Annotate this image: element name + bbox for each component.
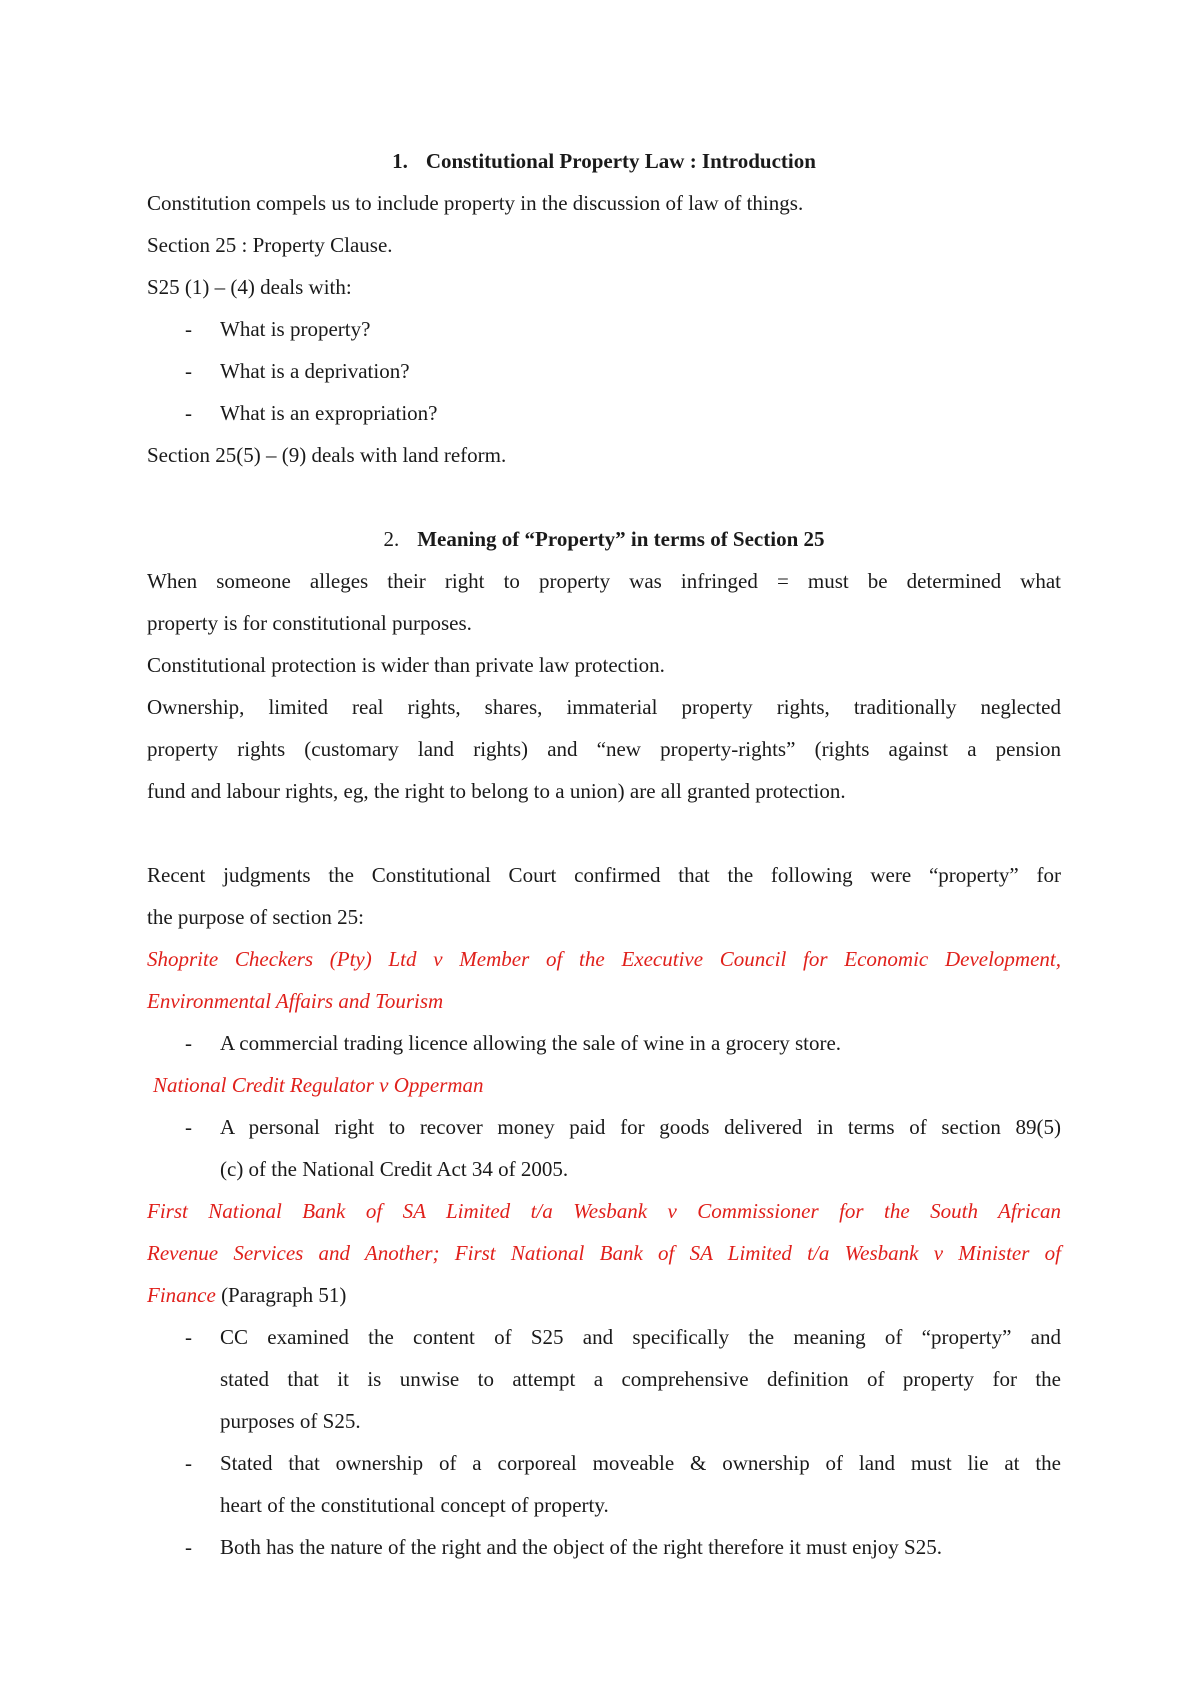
paragraph-line: Constitution compels us to include property in the discussion of law of things. [147,191,804,215]
paragraph-line: fund and labour rights, eg, the right to belong to a union) are all granted protection. [147,779,846,803]
bullet-text: CC examined the content of S25 and specifically the meaning of “property” and [220,1325,1061,1349]
case-name-line: Shoprite Checkers (Pty) Ltd v Member of the Executive Council for Economic Development, [147,947,1061,971]
bullet-text: A personal right to recover money paid for goods delivered in terms of section 89(5) [220,1115,1061,1139]
case-name-last-line [147,1274,1061,1316]
case-name-line: Finance [147,1283,216,1307]
section-2-number: 2. [383,527,400,551]
spacer [147,476,1061,518]
case-name-line: Environmental Affairs and Tourism [147,989,444,1013]
case-name-shoprite [147,938,1061,1022]
case-name-line: First National Bank of SA Limited t/a Wesbank v Commissioner for the South African [147,1199,1061,1223]
bullet-text: A commercial trading licence allowing the sale of wine in a grocery store. [220,1031,842,1055]
dash-marker: - [185,1031,192,1055]
paragraph-infringement [147,560,1061,644]
dash-marker: - [185,317,192,341]
bullet-text: Stated that ownership of a corporeal moveable & ownership of land must lie at the [220,1451,1061,1475]
paragraph-line: S25 (1) – (4) deals with: [147,275,352,299]
bullet-text-block [220,1316,1061,1442]
bullet-item [147,1442,1061,1526]
bullet-text: What is an expropriation? [220,401,438,425]
case-name-line: Revenue Services and Another; First National Bank of SA Limited t/a Wesbank v Minister of [147,1241,1061,1265]
paragraph-line: Ownership, limited real rights, shares, immaterial property rights, traditionally neglected [147,695,1061,719]
dash-marker: - [185,1325,192,1349]
dash-marker: - [185,1535,192,1559]
case-name-opperman: National Credit Regulator v Opperman [153,1073,484,1097]
bullet-text-block [220,1526,1061,1568]
section-1-number: 1. [392,149,408,173]
paragraph-recent-judgments [147,854,1061,938]
dash-marker: - [185,359,192,383]
bullet-item [147,1316,1061,1442]
bullet-text-block [220,1442,1061,1526]
section-2-title: Meaning of “Property” in terms of Section 25 [417,527,825,551]
document-content [147,140,1061,1568]
bullet-item [147,308,1061,350]
paragraph-line: property is for constitutional purposes. [147,611,472,635]
dash-marker: - [185,1115,192,1139]
bullet-text: What is a deprivation? [220,359,410,383]
section-2-heading [147,518,1061,560]
section-1-title: Constitutional Property Law : Introduction [425,149,816,173]
paragraph-line: Recent judgments the Constitutional Court confirmed that the following were “property” for [147,863,1061,887]
bullet-text: stated that it is unwise to attempt a comprehensive definition of property for the [220,1367,1061,1391]
dash-marker: - [185,401,192,425]
bullet-item [147,1022,1061,1064]
paragraph-protected-rights [147,686,1061,812]
paragraph-line: Constitutional protection is wider than private law protection. [147,653,665,677]
paragraph-line: When someone alleges their right to property was infringed = must be determined what [147,569,1061,593]
bullet-text: heart of the constitutional concept of property. [220,1493,609,1517]
paragraph-line: Section 25 : Property Clause. [147,233,393,257]
bullet-text: What is property? [220,317,371,341]
case-name-fnb [147,1190,1061,1316]
bullet-text: Both has the nature of the right and the object of the right therefore it must enjoy S25. [220,1535,942,1559]
bullet-item [147,350,1061,392]
bullet-item [147,392,1061,434]
paragraph-line: Section 25(5) – (9) deals with land reform. [147,443,507,467]
paragraph-line: property rights (customary land rights) and “new property-rights” (rights against a pension [147,737,1061,761]
dash-marker: - [185,1451,192,1475]
section-1-heading [147,140,1061,182]
bullet-item [147,1526,1061,1568]
paragraph-reference: (Paragraph 51) [221,1283,347,1307]
bullet-text-block [220,1106,1061,1190]
spacer [147,812,1061,854]
bullet-item [147,1106,1061,1190]
bullet-text: (c) of the National Credit Act 34 of 2005. [220,1157,569,1181]
bullet-text: purposes of S25. [220,1409,361,1433]
paragraph-line: the purpose of section 25: [147,905,364,929]
